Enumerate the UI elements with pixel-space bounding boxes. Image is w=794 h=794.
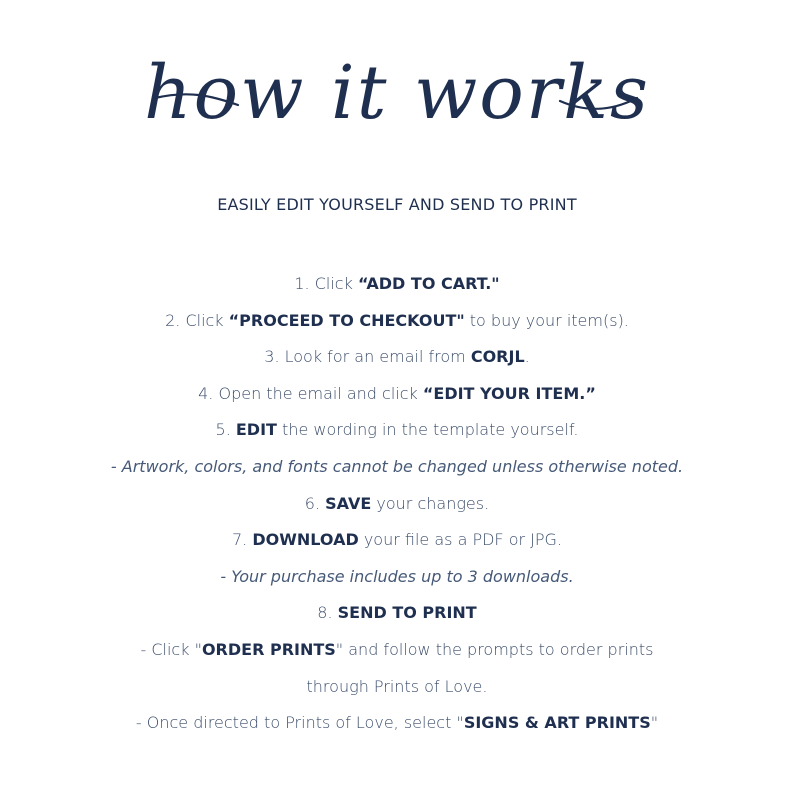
step-note-text: - Your purchase includes up to 3 downloads. (220, 566, 574, 586)
title-block (0, 42, 794, 162)
step-text: 8. (317, 603, 338, 623)
step-keyword: “ADD TO CART." (357, 274, 500, 293)
step-line (0, 266, 794, 303)
step-note (0, 449, 794, 486)
step-text: 4. Open the email and click (198, 383, 423, 403)
step-text: . (524, 347, 530, 367)
page-subtitle: EASILY EDIT YOURSELF AND SEND TO PRINT (217, 195, 577, 214)
step-text: to buy your item(s). (464, 310, 629, 330)
step-text: the wording in the template yourself. (276, 420, 579, 440)
step-text: through Prints of Love. (306, 676, 488, 696)
step-keyword: DOWNLOAD (252, 530, 359, 550)
step-line (0, 522, 794, 559)
step-text: - Once directed to Prints of Love, select " (135, 713, 464, 733)
step-line (0, 486, 794, 523)
step-keyword: “EDIT YOUR ITEM.” (422, 383, 596, 403)
steps-list (0, 266, 794, 742)
step-text: your changes. (371, 493, 490, 513)
step-text: 1. Click (294, 274, 358, 293)
step-line (0, 669, 794, 706)
step-note-text: - Artwork, colors, and fonts cannot be changed unless otherwise noted. (110, 456, 684, 476)
step-line (0, 632, 794, 669)
step-text: your file as a PDF or JPG. (358, 530, 563, 550)
step-text: " and follow the prompts to order prints (335, 639, 654, 659)
step-text: 5. (215, 420, 236, 440)
step-text: 3. Look for an email from (264, 347, 471, 367)
step-text: 2. Click (165, 310, 229, 330)
step-line (0, 705, 794, 742)
step-line (0, 339, 794, 376)
step-text: - Click " (140, 639, 202, 659)
step-text: 7. (231, 530, 253, 550)
step-keyword: CORJL (470, 347, 525, 367)
step-keyword: EDIT (235, 420, 277, 440)
step-keyword: ORDER PRINTS (201, 639, 336, 659)
step-keyword: SEND TO PRINT (337, 603, 477, 623)
step-line (0, 376, 794, 413)
step-text: " (650, 713, 659, 733)
step-keyword: “PROCEED TO CHECKOUT" (228, 310, 465, 330)
step-keyword: SAVE (325, 493, 372, 513)
step-line (0, 412, 794, 449)
step-keyword: SIGNS & ART PRINTS (463, 713, 651, 733)
step-line (0, 595, 794, 632)
step-line (0, 303, 794, 340)
step-text: 6. (304, 493, 326, 513)
page-title: how it works (143, 50, 651, 136)
step-note (0, 559, 794, 596)
